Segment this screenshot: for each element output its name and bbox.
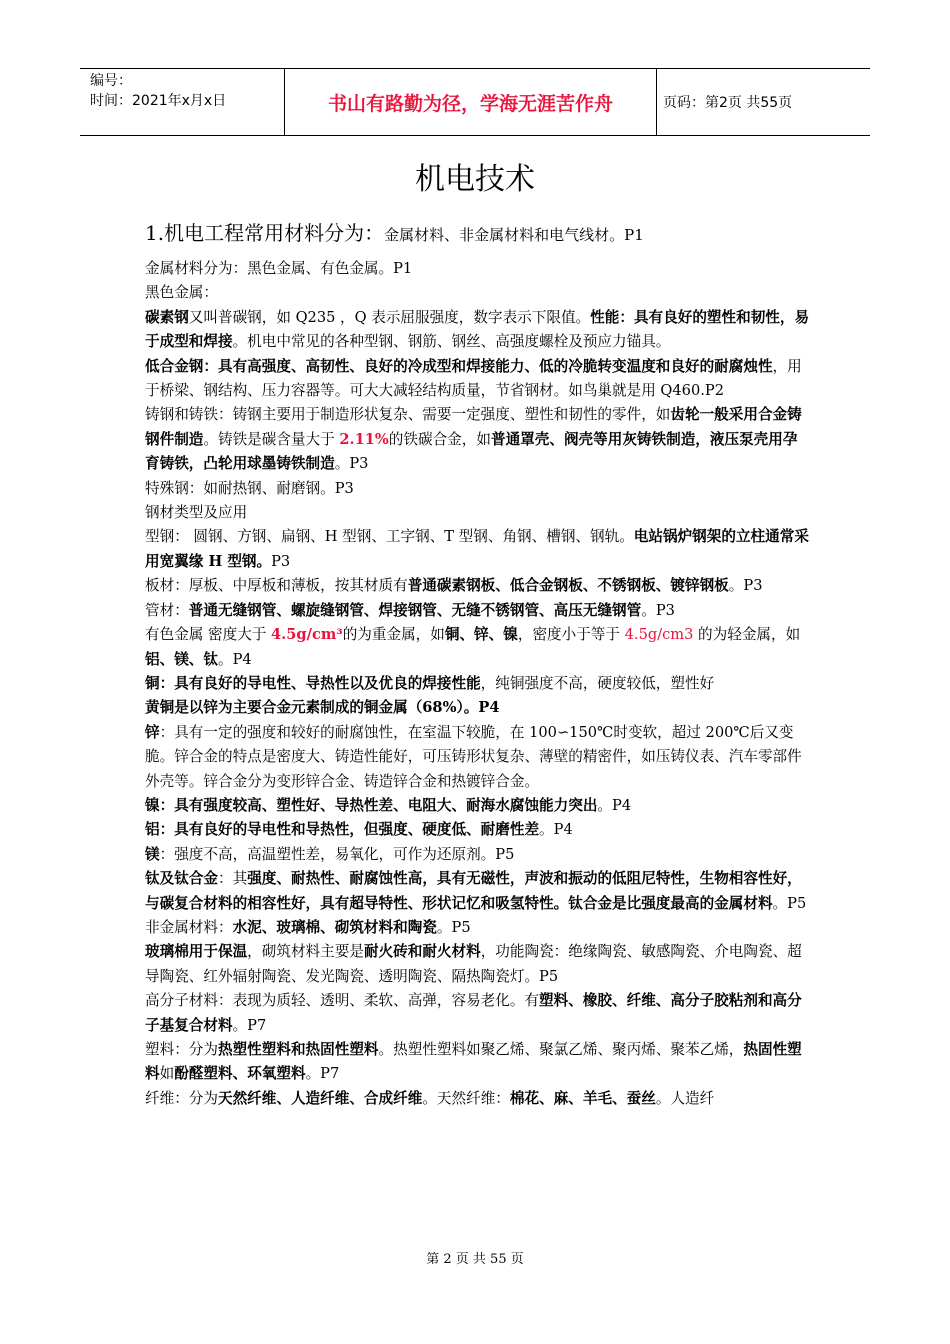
text-run: 耐火砖和耐火材料 <box>363 943 481 961</box>
text-run: 铝、镁、钛 <box>145 650 218 668</box>
text-run: 热固性塑料 <box>145 1041 802 1083</box>
text-run: 金属材料分为：黑色金属、有色金属。P1 <box>145 260 413 277</box>
text-run: 管材： <box>145 601 189 619</box>
text-run: 。P3 <box>641 601 675 619</box>
text-run: 镍：具有强度较高、塑性好、导热性差、电阻大、耐海水腐蚀能力突出 <box>145 796 598 814</box>
text-run: 纤维：分为 <box>145 1089 218 1107</box>
document-number-label: 编号： <box>90 73 132 89</box>
text-run: 板材：厚板、中厚板和薄板，按其材质有 <box>145 577 408 595</box>
text-run: 塑料、橡胶、纤维、高分子胶粘剂和高分子基复合材料 <box>145 992 802 1034</box>
text-run: 普通无缝钢管、螺旋缝钢管、焊接钢管、无缝不锈钢管、高压无缝钢管 <box>188 601 642 619</box>
text-run: 的为轻金属，如 <box>693 626 801 644</box>
paragraph <box>145 281 811 305</box>
section-heading-sub: 金属材料、非金属材料和电气线材。P1 <box>384 226 644 244</box>
header-motto: 书山有路勤为径，学海无涯苦作舟 <box>327 92 613 115</box>
text-run: 。P3 <box>728 577 763 595</box>
header-page-info: 页码：第2页 共55页 <box>663 95 793 111</box>
page-header <box>80 68 870 136</box>
text-run: 电站锅炉钢架的立柱通常采用宽翼缘 H 型钢。 <box>145 528 809 570</box>
text-run: 镁 <box>145 845 160 863</box>
text-run: 。P4 <box>217 650 252 668</box>
text-run: 热塑性塑料和热固性塑料 <box>217 1041 379 1058</box>
text-run: 。热塑性塑料如聚乙烯、聚氯乙烯、聚丙烯、聚苯乙烯， <box>378 1041 744 1058</box>
document-title: 机电技术 <box>415 162 535 197</box>
text-run: 。P5 <box>772 894 807 912</box>
text-run: ，密度小于等于 <box>517 626 625 644</box>
paragraph <box>145 403 811 476</box>
text-run: 型钢： 圆钢、方钢、扁钢、H 型钢、工字钢、T 型钢、角钢、槽钢、钢轨。 <box>145 528 634 546</box>
text-run: 又叫普碳钢，如 Q235 ，Q 表示屈服强度，数字表示下限值。 <box>188 308 591 326</box>
paragraph <box>145 501 811 525</box>
paragraph <box>145 599 811 623</box>
text-run: P3 <box>271 552 291 570</box>
text-run: 。P7 <box>232 1016 267 1034</box>
paragraph <box>145 843 811 867</box>
paragraph <box>145 696 811 720</box>
text-run: 天然纤维、人造纤维、合成纤维 <box>217 1089 423 1107</box>
paragraph <box>145 940 811 989</box>
text-run: 4.5g/cm³ <box>271 626 343 644</box>
paragraph <box>145 1038 811 1087</box>
text-run: 水泥、玻璃棉、砌筑材料和陶瓷 <box>232 918 437 936</box>
text-run: 。机电中常见的各种型钢、钢筋、钢丝、高强度螺栓及预应力锚具。 <box>232 333 671 351</box>
text-run: 。P5 <box>436 918 471 936</box>
text-run: 。天然纤维： <box>422 1089 510 1107</box>
text-run: 强度、耐热性、耐腐蚀性高，具有无磁性，声波和振动的低阻尼特性，生物相容性好，与碳复合材料的相容性好，具有超导特性、形状记忆和吸氢特性。钛合金是比强度最高的金属材料 <box>145 870 802 912</box>
paragraph <box>145 989 811 1038</box>
text-run: 钢材类型及应用 <box>145 504 248 522</box>
text-run: 性能：具有良好的塑性和韧性，易于成型和焊接 <box>145 308 810 351</box>
text-run: 低合金钢：具有高强度、高韧性、良好的冷成型和焊接能力、低的冷脆转变温度和良好的耐腐烛性 <box>145 357 773 375</box>
paragraph <box>145 867 811 916</box>
paragraph <box>145 1087 811 1111</box>
paragraph <box>145 623 811 672</box>
text-run: 玻璃棉用于保温 <box>145 943 248 961</box>
document-date: 时间：2021年x月x日 <box>90 93 227 109</box>
text-run: 黑色金属： <box>145 284 218 302</box>
text-run: 。P3 <box>334 455 369 473</box>
text-run: 。P7 <box>305 1065 340 1083</box>
paragraph <box>145 477 811 501</box>
paragraph <box>145 257 811 281</box>
text-run: 。人造纤 <box>655 1089 715 1107</box>
text-run: 铸钢和铸铁：铸钢主要用于制造形状复杂、需要一定强度、塑性和韧性的零件，如 <box>145 406 671 424</box>
text-run: 铜：具有良好的导电性、导热性以及优良的焊接性能 <box>145 674 481 692</box>
text-run: 。铸铁是碳含量大于 <box>203 430 340 448</box>
text-run: 酚醛塑料、环氧塑料 <box>174 1065 306 1083</box>
text-run: ，用于桥梁、钢结构、压力容器等。可大大减轻结构质量，节省钢材。如鸟巢就是用 Q460.P2 <box>145 357 802 400</box>
paragraph <box>145 574 811 598</box>
document-body <box>145 257 811 1111</box>
text-run: 4.5g/cm3 <box>624 626 694 644</box>
header-motto-cell <box>284 69 657 135</box>
text-run: 普通罩壳、阀壳等用灰铸铁制造，液压泵壳用孕育铸铁，凸轮用球墨铸铁制造 <box>145 430 798 473</box>
text-run: ，砌筑材料主要是 <box>247 943 364 961</box>
text-run: 碳素钢 <box>145 308 189 326</box>
text-run: 。P4 <box>597 796 632 814</box>
header-meta <box>80 69 284 135</box>
page-footer: 第 2 页 共 55 页 <box>426 1252 524 1267</box>
paragraph <box>145 721 811 794</box>
text-run: 钛及钛合金 <box>145 870 218 888</box>
text-run: 锌 <box>145 723 160 741</box>
text-run: ，功能陶瓷：绝缘陶瓷、敏感陶瓷、介电陶瓷、超导陶瓷、红外辐射陶瓷、发光陶瓷、透明陶瓷、隔热陶瓷灯。P5 <box>145 943 802 985</box>
text-run: 有色金属 密度大于 <box>145 626 272 644</box>
text-run: 的为重金属，如 <box>342 626 445 644</box>
text-run: 齿轮一般采用合金铸钢件制造 <box>145 406 802 448</box>
text-run: ：其 <box>217 870 248 888</box>
text-run: 棉花、麻、羊毛、蚕丝 <box>509 1089 656 1107</box>
paragraph <box>145 672 811 696</box>
text-run: 黄铜是以锌为主要合金元素制成的铜金属（68%）。P4 <box>145 699 500 717</box>
section-heading-main: 1.机电工程常用材料分为： <box>145 221 385 245</box>
text-run: 铜、锌、镍 <box>444 626 518 644</box>
text-run: ：具有一定的强度和较好的耐腐蚀性，在室温下较脆，在 100∽150℃时变软，超过 200℃后又变脆。锌合金的特点是密度大、铸造性能好，可压铸形状复杂、薄壁的精密件，如压铸仪表、汽车零部件外壳等。锌合金分为变形锌合金、铸造锌合金和热镀锌合金。 <box>145 723 802 790</box>
text-run: ：强度不高，高温塑性差，易氧化，可作为还原剂。P5 <box>159 845 515 863</box>
text-run: 铝：具有良好的导电性和导热性，但强度、硬度低、耐磨性差 <box>145 821 540 839</box>
text-run: 。P4 <box>539 821 573 839</box>
section-heading <box>145 218 845 250</box>
paragraph <box>145 818 811 842</box>
text-run: 2.11% <box>339 430 389 448</box>
paragraph <box>145 916 811 940</box>
text-run: 高分子材料：表现为质轻、透明、柔软、高弹，容易老化。有 <box>145 992 540 1010</box>
text-run: 的铁碳合金，如 <box>388 430 491 448</box>
paragraph <box>145 794 811 818</box>
text-run: ，纯铜强度不高，硬度较低，塑性好 <box>480 674 715 692</box>
text-run: 塑料：分为 <box>145 1041 218 1058</box>
paragraph <box>145 306 811 355</box>
paragraph <box>145 525 811 574</box>
text-run: 非金属材料： <box>145 918 233 936</box>
text-run: 普通碳素钢板、低合金钢板、不锈钢板、镀锌钢板 <box>407 577 729 595</box>
text-run: 特殊钢：如耐热钢、耐磨钢。P3 <box>145 479 354 497</box>
text-run: 如 <box>159 1065 175 1083</box>
paragraph <box>145 355 811 404</box>
